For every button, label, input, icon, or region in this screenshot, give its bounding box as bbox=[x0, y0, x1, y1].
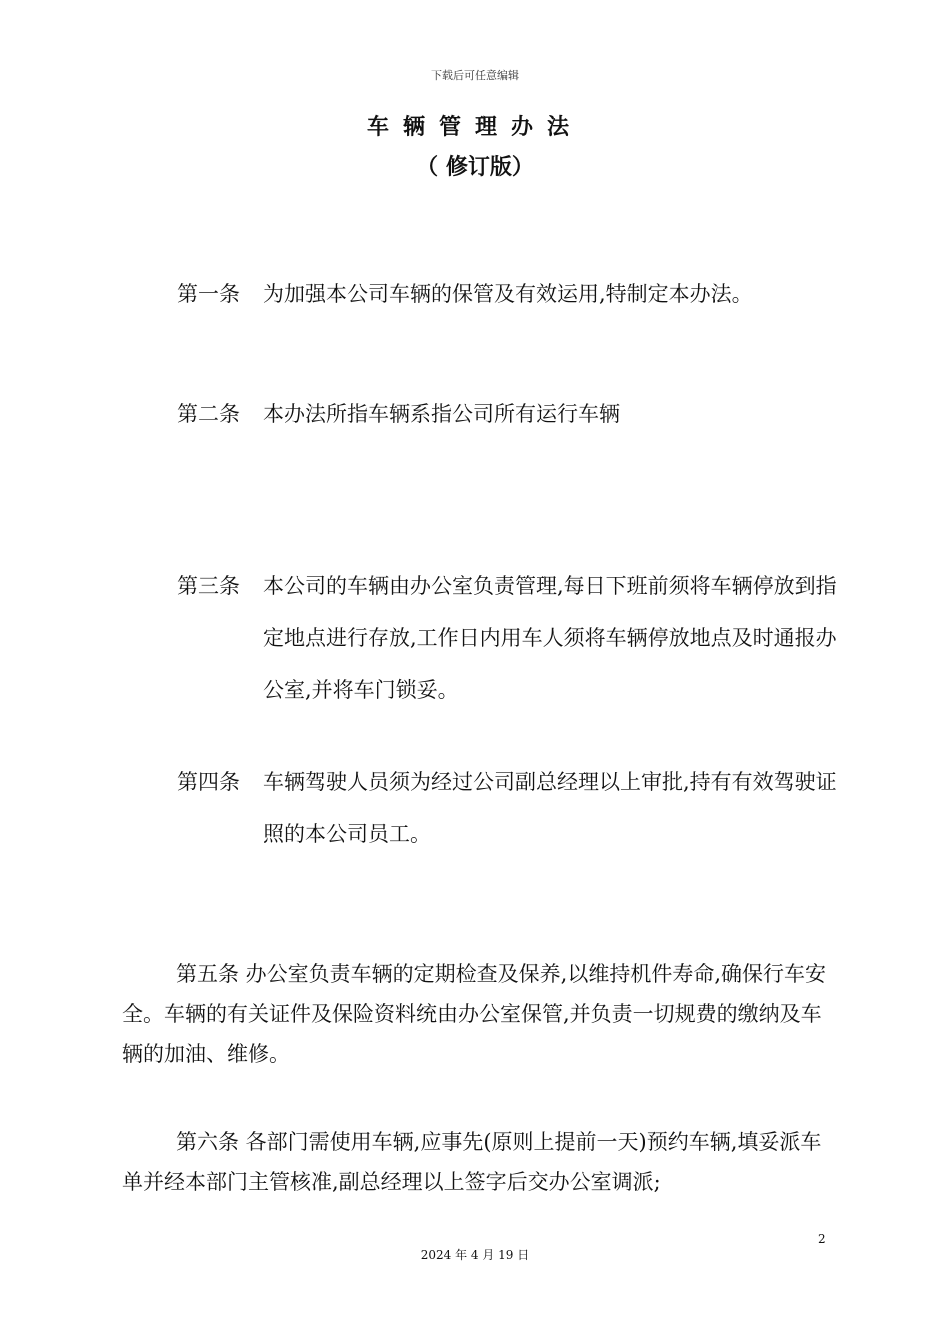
article-label: 第二条 bbox=[177, 402, 240, 426]
article-label: 第四条 bbox=[177, 770, 240, 794]
article-2 bbox=[177, 388, 837, 440]
header-note: 下载后可任意编辑 bbox=[431, 69, 519, 82]
page-number: 2 bbox=[818, 1232, 826, 1246]
article-6-paragraph: 第六条 各部门需使用车辆,应事先(原则上提前一天)预约车辆,填妥派车单并经本部门主管核准,副总经理以上签字后交办公室调派; bbox=[122, 1130, 822, 1194]
footer-date: 2024 年 4 月 19 日 bbox=[420, 1248, 530, 1262]
article-text: 本公司的车辆由办公室负责管理,每日下班前须将车辆停放到指定地点进行存放,工作日内用车人须将车辆停放地点及时通报办公室,并将车门锁妥。 bbox=[263, 574, 837, 702]
article-label: 第一条 bbox=[177, 282, 240, 306]
article-3 bbox=[177, 560, 837, 716]
article-5-paragraph: 第五条 办公室负责车辆的定期检查及保养,以维持机件寿命,确保行车安全。车辆的有关证件及保险资料统由办公室保管,并负责一切规费的缴纳及车辆的加油、维修。 bbox=[122, 962, 827, 1066]
article-label: 第三条 bbox=[177, 574, 240, 598]
article-1 bbox=[177, 268, 837, 320]
document-title: 车辆管理办法 bbox=[366, 115, 583, 140]
article-text: 车辆驾驶人员须为经过公司副总经理以上审批,持有有效驾驶证照的本公司员工。 bbox=[263, 770, 837, 846]
document-subtitle: （ 修订版） bbox=[416, 155, 534, 180]
article-4 bbox=[177, 756, 837, 860]
article-text: 本办法所指车辆系指公司所有运行车辆 bbox=[263, 402, 620, 426]
article-text: 为加强本公司车辆的保管及有效运用,特制定本办法。 bbox=[263, 282, 753, 306]
